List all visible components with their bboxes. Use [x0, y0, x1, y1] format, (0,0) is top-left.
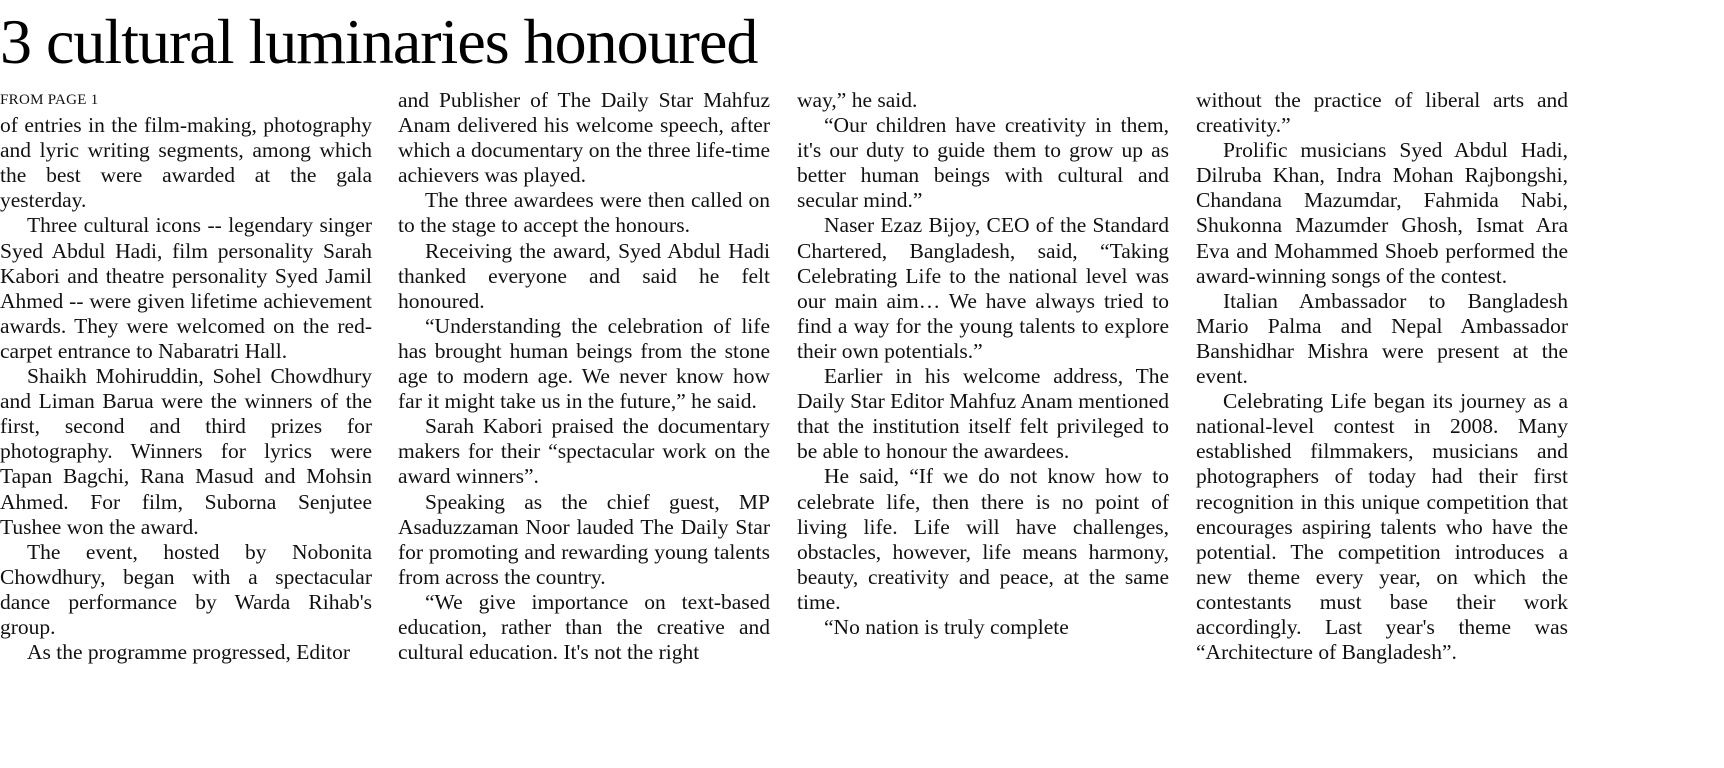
paragraph: of entries in the film-making, photography and lyric writing segments, among which the best were awarded at the gala yesterday.	[0, 113, 372, 213]
paragraph: Sarah Kabori praised the documentary makers for their “spectacular work on the award winners”.	[398, 414, 770, 489]
paragraph: The three awardees were then called on to the stage to accept the honours.	[398, 188, 770, 238]
paragraph: and Publisher of The Daily Star Mahfuz Anam delivered his welcome speech, after which a documentary on the three life-time achievers was played.	[398, 88, 770, 188]
column-1	[0, 88, 372, 665]
column-4	[1196, 88, 1568, 665]
paragraph: way,” he said.	[797, 88, 918, 112]
paragraph: Celebrating Life began its journey as a national-level contest in 2008. Many established filmmakers, musicians and photographers of today had their first recognition in this unique competition that encourages aspiring talents who have the potential. The competition introduces a new theme every year, on which the contestants must base their work accordingly. Last year's theme was “Architecture of Bangladesh”.	[1196, 389, 1568, 665]
column-2	[398, 88, 770, 665]
paragraph: Three cultural icons -- legendary singer Syed Abdul Hadi, film personality Sarah Kabori and theatre personality Syed Jamil Ahmed -- were given lifetime achievement awards. They were welcomed on the red-carpet entrance to Nabaratri Hall.	[0, 213, 372, 363]
article-headline: 3 cultural luminaries honoured	[0, 6, 758, 77]
paragraph: He said, “If we do not know how to celebrate life, then there is no point of living life. Life will have challenges, obstacles, however, life means harmony, beauty, creativity and peace, at the same time.	[797, 464, 1169, 614]
paragraph: without the practice of liberal arts and creativity.”	[1196, 88, 1568, 138]
paragraph: Earlier in his welcome address, The Daily Star Editor Mahfuz Anam mentioned that the institution itself felt privileged to be able to honour the awardees.	[797, 364, 1169, 464]
paragraph: The event, hosted by Nobonita Chowdhury, began with a spectacular dance performance by Warda Rihab's group.	[0, 539, 372, 639]
paragraph: Naser Ezaz Bijoy, CEO of the Standard Chartered, Bangladesh, said, “Taking Celebrating Life to the national level was our main aim… We have always tried to find a way for the young talents to explore their own potentials.”	[797, 213, 1169, 363]
paragraph: “No nation is truly complete	[824, 614, 1069, 639]
paragraph: Italian Ambassador to Bangladesh Mario Palma and Nepal Ambassador Banshidhar Mishra were present at the event.	[1196, 288, 1568, 389]
paragraph: Shaikh Mohiruddin, Sohel Chowdhury and Liman Barua were the winners of the first, second and third prizes for photography. Winners for lyrics were Tapan Bagchi, Rana Masud and Mohsin Ahmed. For film, Suborna Senjutee Tushee won the award.	[0, 364, 372, 539]
column-3	[797, 88, 1169, 640]
paragraph: “Understanding the celebration of life has brought human beings from the stone age to modern age. We never know how far it might take us in the future,” he said.	[398, 313, 770, 414]
paragraph: Speaking as the chief guest, MP Asaduzzaman Noor lauded The Daily Star for promoting and rewarding young talents from across the country.	[398, 489, 770, 589]
article-body	[0, 88, 1724, 768]
paragraph: “Our children have creativity in them, it's our duty to guide them to grow up as better human beings with cultural and secular mind.”	[797, 113, 1169, 213]
paragraph: “We give importance on text-based education, rather than the creative and cultural education. It's not the right	[398, 589, 770, 665]
paragraph: Receiving the award, Syed Abdul Hadi thanked everyone and said he felt honoured.	[398, 238, 770, 313]
paragraph: As the programme progressed, Editor	[27, 640, 351, 665]
paragraph: Prolific musicians Syed Abdul Hadi, Dilruba Khan, Indra Mohan Rajbongshi, Chandana Mazumdar, Fahmida Nabi, Shukonna Mazumder Ghosh, Ismat Ara Eva and Mohammed Shoeb performed the award-winning songs of the contest.	[1196, 138, 1568, 288]
continued-from-label: FROM PAGE 1	[0, 92, 99, 108]
